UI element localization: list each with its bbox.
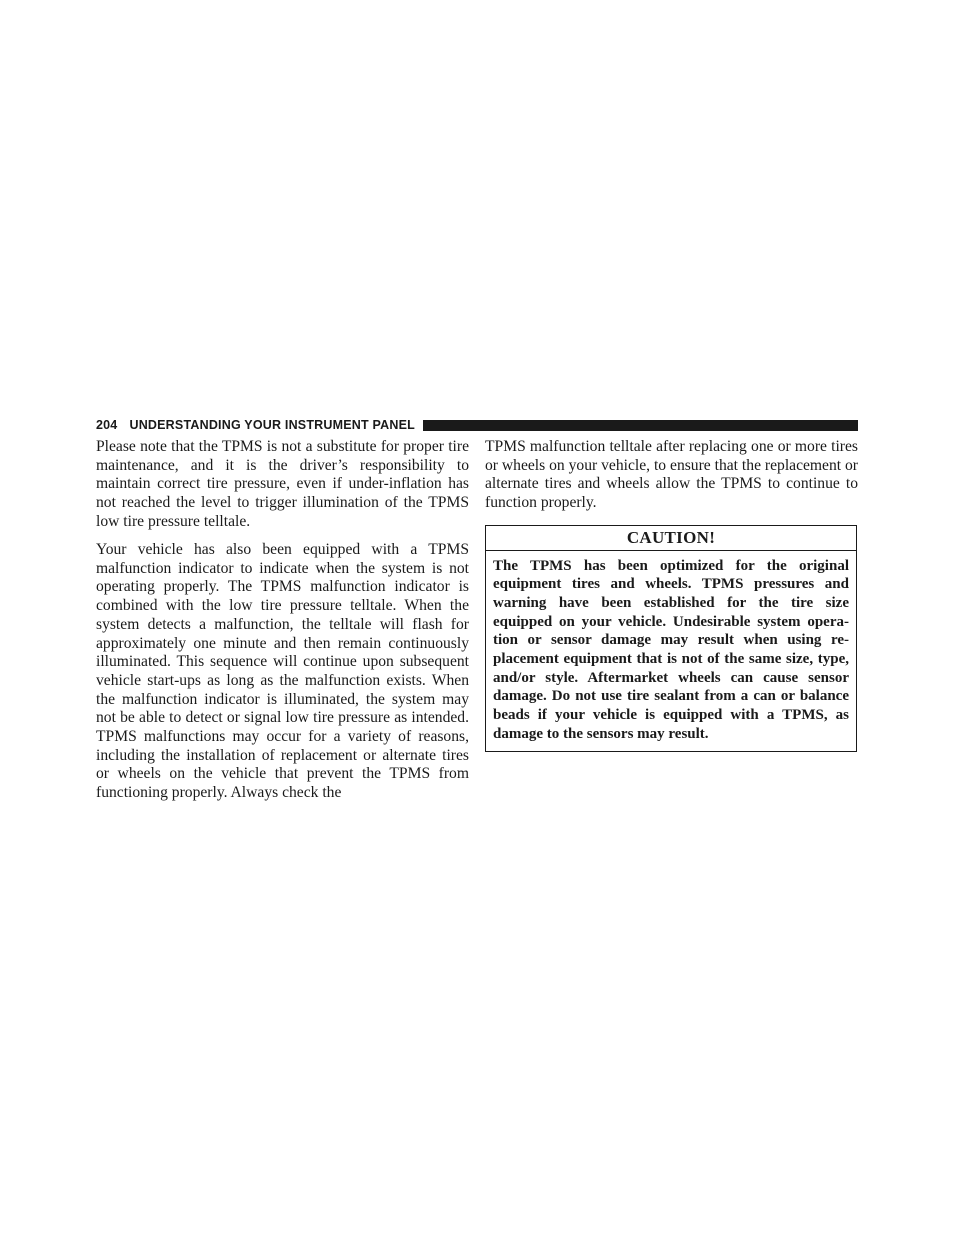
right-column: [485, 438, 858, 752]
caution-box: [485, 525, 857, 752]
caution-body: The TPMS has been optimized for the original equipment tires and wheels. TPMS pressures and warning have been established for the tire size equipped on your vehicle. Undesirable system operation or sensor damage may result when using replacement equipment that is not of the same size, type, and/or style. Aftermarket wheels can cause sensor damage. Do not use tire sealant from a can or balance beads if your vehicle is equipped with a TPMS, as damage to the sensors may result.: [493, 557, 849, 742]
paragraph-tpms-malfunction-indicator: Your vehicle has also been equipped with a TPMS malfunction indicator to indicate when the system is not operating properly. The TPMS malfunction indicator is combined with the low tire pressure telltale. When the system detects a malfunction, the telltale will flash for approximately one minute and then remain continuously illuminated. This sequence will continue upon subsequent vehicle start-ups as long as the malfunction exists. When the malfunction indicator is illuminated, the system may not be able to detect or signal low tire pressure as intended. TPMS malfunctions may occur for a variety of reasons, including the installation of replacement or alternate tires or wheels on the vehicle that prevent the TPMS from functioning properly. Always check the: [96, 541, 469, 802]
paragraph-tpms-not-substitute: Please note that the TPMS is not a substitute for proper tire maintenance, and it is the driver’s responsibility to maintain correct tire pressure, even if under-inflation has not reached the level to trigger illumination of the TPMS low tire pressure telltale.: [96, 438, 469, 530]
left-column: [96, 438, 469, 803]
section-title: UNDERSTANDING YOUR INSTRUMENT PANEL: [129, 418, 415, 432]
paragraph-tpms-continuation: TPMS malfunction telltale after replacing one or more tires or wheels on your vehicle, to ensure that the replacement or alternate tires and wheels allow the TPMS to continue to function properly.: [485, 438, 858, 512]
page-header: [96, 417, 858, 433]
page-number: 204: [96, 418, 118, 432]
header-rule-bar: [423, 420, 858, 431]
caution-title: CAUTION!: [486, 526, 856, 551]
